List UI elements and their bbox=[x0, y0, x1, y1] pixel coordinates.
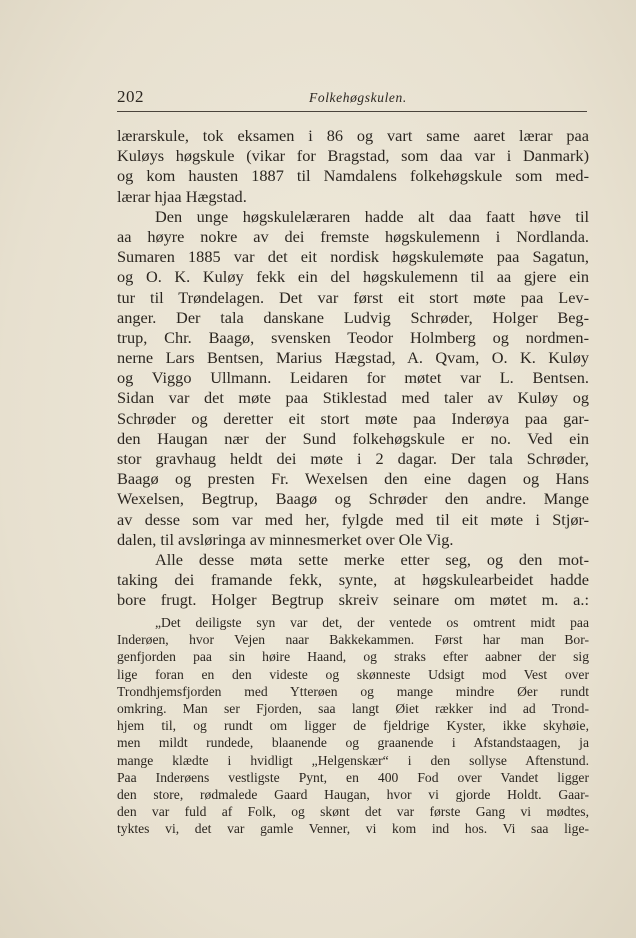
text-line: taking dei framande fekk, synte, at høgskulearbeidet hadde bbox=[117, 570, 589, 590]
text-line: Den unge høgskulelæraren hadde alt daa faatt høve til bbox=[155, 206, 589, 226]
quote-line: lige foran en den videste og skønneste Udsigt mod Vest over bbox=[117, 666, 589, 682]
quote-line: mange klædte i hvidligt „Helgenskær“ i den sollyse Aftenstund. bbox=[117, 752, 589, 768]
text-line: Sidan var det møte paa Stiklestad med taler av Kuløy og bbox=[117, 388, 589, 408]
text-line: og kom hausten 1887 til Namdalens folkehøgskule som med- bbox=[117, 166, 589, 186]
text-line: tur til Trøndelagen. Det var først eit stort møte paa Lev- bbox=[117, 287, 589, 307]
running-title: Folkehøgskulen. bbox=[309, 90, 407, 105]
text-line: trup, Chr. Baagø, svensken Teodor Holmberg og nordmen- bbox=[117, 327, 589, 347]
text-line: Kuløys høgskule (vikar for Bragstad, som daa var i Danmark) bbox=[117, 146, 589, 166]
text-line: stor gravhaug heldt dei møte i 2 dagar. Der tala Schrøder, bbox=[117, 449, 589, 468]
quote-line: men mildt rundede, blaanende og graanende i Afstandstaagen, ja bbox=[117, 735, 589, 751]
text-line: lærarskule, tok eksamen i 86 og vart same aaret lærar paa bbox=[117, 126, 589, 145]
text-line: Alle desse møta sette merke etter seg, og den mot- bbox=[155, 549, 589, 569]
quote-line: Paa Inderøens vestligste Pynt, en 400 Fod over Vandet ligger bbox=[117, 769, 589, 785]
text-line: Baagø og presten Fr. Wexelsen den eine dagen og Hans bbox=[117, 469, 589, 489]
quoted-text bbox=[117, 614, 589, 837]
text-line: lærar hjaa Hægstad. bbox=[117, 186, 247, 206]
quote-line: omkring. Man ser Fjorden, saa langt Øiet rækker ind ad Trond- bbox=[117, 700, 589, 716]
text-line: og Viggo Ullmann. Leidaren for møtet var L. Bentsen. bbox=[117, 368, 589, 388]
quote-line: den var fuld af Folk, og skønt det var første Gang vi mødtes, bbox=[117, 804, 589, 820]
text-line: og O. K. Kuløy fekk ein del høgskulemenn til aa gjere ein bbox=[117, 267, 589, 287]
quote-line: genfjorden paa sin høire Haand, og straks efter aabner der sig bbox=[117, 649, 589, 665]
quote-line: „Det deiligste syn var det, der ventede os omtrent midt paa bbox=[155, 615, 589, 630]
text-line: dalen, til avsløringa av minnesmerket over Ole Vig. bbox=[117, 529, 454, 549]
quote-line: den store, rødmalede Gaard Haugan, hvor vi gjorde Holdt. Gaar- bbox=[117, 786, 589, 802]
text-line: den Haugan nær der Sund folkehøgskule er no. Ved ein bbox=[117, 428, 589, 448]
text-line: nerne Lars Bentsen, Marius Hægstad, A. Qvam, O. K. Kuløy bbox=[117, 348, 589, 368]
text-line: bore frugt. Holger Begtrup skreiv seinare om møtet m. a.: bbox=[117, 590, 589, 610]
text-line: aa høyre nokre av dei fremste høgskulemenn i Nordlanda. bbox=[117, 226, 589, 246]
quote-line: Trondhjemsfjorden med Ytterøen og mange mindre Øer rundt bbox=[117, 683, 589, 699]
body-text bbox=[117, 126, 589, 611]
text-line: Sumaren 1885 var det eit nordisk høgskulemøte paa Sagatun, bbox=[117, 247, 589, 267]
quote-line: Inderøen, hvor Vejen naar Bakkekammen. Først har man Bor- bbox=[117, 632, 589, 648]
quote-line: tyktes vi, det var gamle Venner, vi kom ind hos. Vi saa lige- bbox=[117, 821, 589, 837]
page-number: 202 bbox=[117, 87, 144, 106]
page-header bbox=[117, 87, 587, 111]
text-line: anger. Der tala danskane Ludvig Schrøder, Holger Beg- bbox=[117, 307, 589, 327]
text-line: Wexelsen, Begtrup, Baagø og Schrøder den andre. Mange bbox=[117, 489, 589, 509]
quote-line: hjem til, og rundt om ligger de fjeldrige Kyster, ikke skyhøie, bbox=[117, 718, 589, 734]
text-line: av desse som var med her, fylgde med til eit møte i Stjør- bbox=[117, 509, 589, 529]
header-rule bbox=[117, 111, 587, 112]
text-line: Schrøder og deretter eit stort møte paa Inderøya paa gar- bbox=[117, 408, 589, 428]
